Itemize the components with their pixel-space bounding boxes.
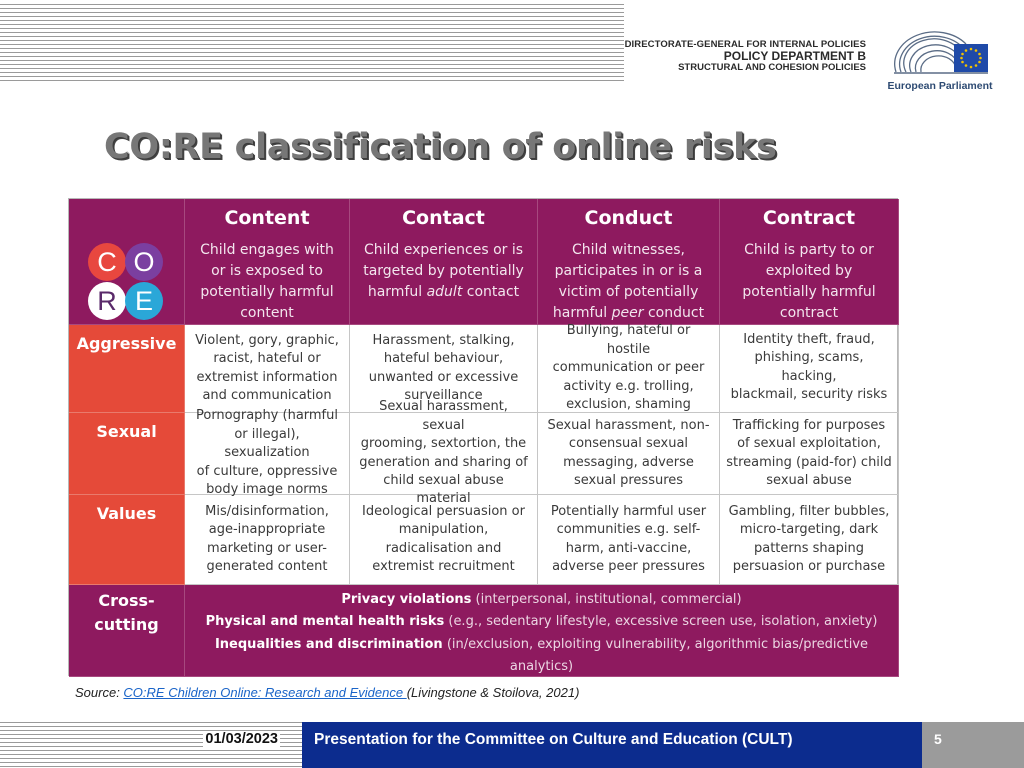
- table-cell: Sexual harassment, sexual grooming, sextortion, the generation and sharing of child sexual abuse material: [350, 413, 538, 495]
- footer-bar: [0, 722, 1024, 768]
- footer-date: 01/03/2023: [205, 731, 278, 747]
- cross-item: Inequalities and discrimination (in/exclusion, exploiting vulnerability, algorithmic bias/predictive analytics): [214, 636, 869, 675]
- table-cell: Mis/disinformation, age-inappropriate marketing or user- generated content: [185, 495, 350, 585]
- ep-name: European Parliament: [887, 80, 993, 92]
- table-cell: Sexual harassment, non- consensual sexual messaging, adverse sexual pressures: [538, 413, 720, 495]
- core-logo-r: R: [88, 282, 126, 320]
- col-name: Contract: [762, 207, 856, 229]
- table-cell: Harassment, stalking, hateful behaviour, unwanted or excessive surveillance: [350, 325, 538, 413]
- col-name: Contact: [402, 207, 485, 229]
- table-cell: Gambling, filter bubbles, micro-targeting, dark patterns shaping persuasion or purchase: [720, 495, 899, 585]
- header-stripes: [0, 4, 624, 82]
- footer-stripes: [0, 722, 302, 768]
- cross-cutting-risks: [185, 585, 899, 677]
- table-cell: Violent, gory, graphic, racist, hateful or extremist information and communication: [185, 325, 350, 413]
- row-label-aggressive: Aggressive: [69, 325, 185, 413]
- col-desc: Child is party to or exploited by potentially harmful contract: [742, 241, 876, 321]
- col-desc: Child experiences or is targeted by potentially harmful adult contact: [363, 241, 524, 300]
- table-cell: Potentially harmful user communities e.g. self- harm, anti-vaccine, adverse peer pressures: [538, 495, 720, 585]
- col-header-contract: [720, 199, 899, 325]
- col-desc: Child engages with or is exposed to potentially harmful content: [200, 241, 334, 321]
- col-desc: Child witnesses, participates in or is a victim of potentially harmful peer conduct: [552, 241, 705, 321]
- col-header-contact: [350, 199, 538, 325]
- col-name: Conduct: [584, 207, 673, 229]
- core-logo-o: O: [125, 243, 163, 281]
- table-cell: Pornography (harmful or illegal), sexualization of culture, oppressive body image norms: [185, 413, 350, 495]
- classification-table: [68, 198, 898, 676]
- page-title: CO:RE classification of online risks: [104, 127, 777, 167]
- cross-item: Physical and mental health risks (e.g., sedentary lifestyle, excessive screen use, isolation, anxiety): [205, 614, 878, 630]
- row-label-values: Values: [69, 495, 185, 585]
- col-header-conduct: [538, 199, 720, 325]
- table-cell: Ideological persuasion or manipulation, radicalisation and extremist recruitment: [350, 495, 538, 585]
- source-link[interactable]: CO:RE Children Online: Research and Evidence: [123, 685, 407, 700]
- row-label-cross-cutting: Cross- cutting: [69, 585, 185, 677]
- core-logo-e: E: [125, 282, 163, 320]
- table-cell: Trafficking for purposes of sexual exploitation, streaming (paid-for) child sexual abuse: [720, 413, 899, 495]
- core-logo: [69, 199, 185, 325]
- org-block: [625, 40, 866, 73]
- dg-line: DIRECTORATE-GENERAL FOR INTERNAL POLICIES: [624, 39, 866, 50]
- col-header-content: [185, 199, 350, 325]
- cross-item: Privacy violations (interpersonal, institutional, commercial): [341, 592, 742, 607]
- source-citation: Source: CO:RE Children Online: Research and Evidence (Livingstone & Stoilova, 2021): [75, 685, 580, 700]
- core-logo-c: C: [88, 243, 126, 281]
- footer-title: Presentation for the Committee on Culture and Education (CULT): [302, 722, 922, 768]
- sub-line: STRUCTURAL AND COHESION POLICIES: [678, 61, 866, 73]
- table-cell: Identity theft, fraud, phishing, scams, hacking, blackmail, security risks: [720, 325, 899, 413]
- dept-line: POLICY DEPARTMENT B: [723, 48, 866, 63]
- table-cell: Bullying, hateful or hostile communication or peer activity e.g. trolling, exclusion, shaming: [538, 325, 720, 413]
- row-label-sexual: Sexual: [69, 413, 185, 495]
- page-number: 5: [922, 722, 1024, 768]
- col-name: Content: [224, 207, 310, 229]
